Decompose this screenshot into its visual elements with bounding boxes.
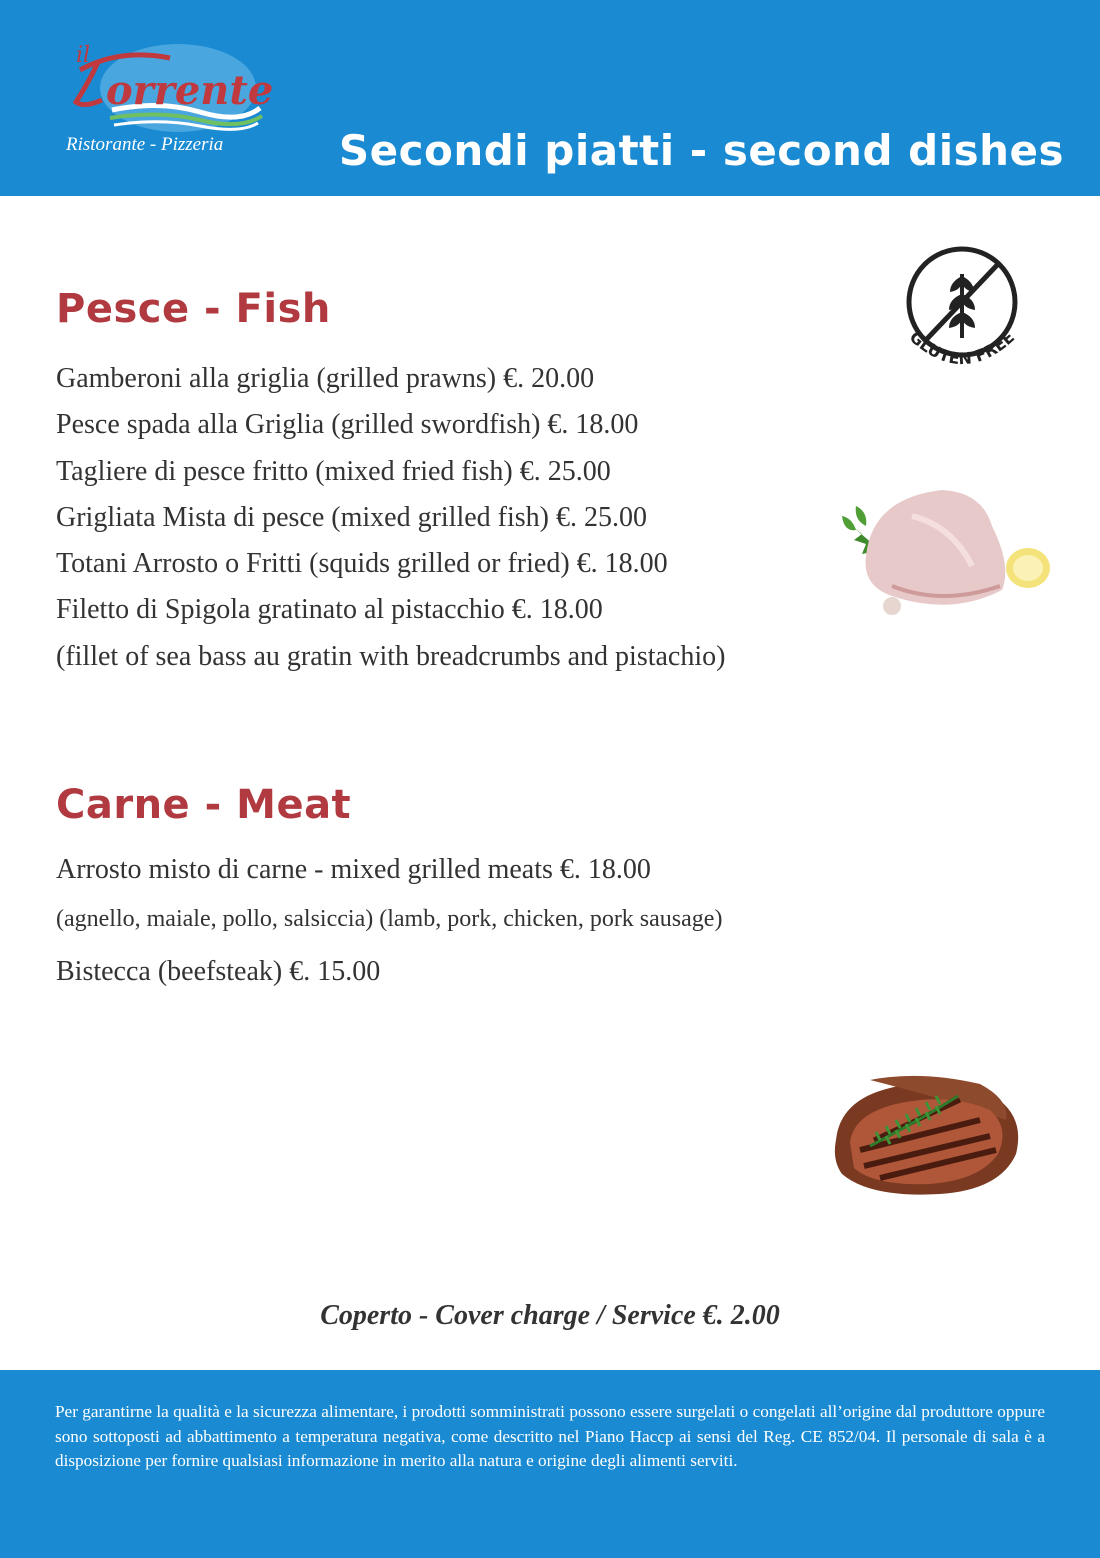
menu-item: Bistecca (beefsteak) €. 15.00 (56, 956, 381, 987)
food-safety-notice: Per garantirne la qualità e la sicurezza alimentare, i prodotti somministrati possono essere surgelati o congelati all’origine dal produttore oppure sono sottoposti ad abbattimento a temperatura negativa, come descritto nel Piano Haccp ai sensi del Reg. CE 852/04. Il personale di sala è a disposizione per fornire qualsiasi informazione in merito alla natura e origine degli alimenti serviti. (55, 1402, 1045, 1470)
menu-item: Gamberoni alla griglia (grilled prawns) €. 20.00 (56, 363, 595, 394)
menu-item: Grigliata Mista di pesce (mixed grilled fish) €. 25.00 (56, 501, 647, 533)
fish-menu-list (56, 364, 725, 688)
steak-image (830, 1070, 1030, 1206)
footer-banner (0, 1370, 1100, 1558)
page-title: Secondi piatti - second dishes (338, 126, 1064, 175)
menu-item-note: (fillet of sea bass au gratin with breadcrumbs and pistachio) (56, 640, 726, 672)
gluten-free-label: GLUTEN FREE (905, 327, 1019, 369)
gluten-free-badge (892, 246, 1032, 386)
logo-emblem (50, 30, 280, 140)
menu-item: Arrosto misto di carne - mixed grilled meats €. 18.00 (56, 854, 651, 885)
swordfish-image (832, 486, 1052, 626)
svg-text:orrente: orrente (106, 67, 274, 114)
header-banner (0, 0, 1100, 196)
fish-section-title: Pesce - Fish (56, 286, 331, 332)
menu-item: Tagliere di pesce fritto (mixed fried fish) €. 25.00 (56, 455, 611, 487)
menu-item-note: (agnello, maiale, pollo, salsiccia) (lamb, pork, chicken, pork sausage) (56, 906, 723, 932)
cover-charge: Coperto - Cover charge / Service €. 2.00 (320, 1300, 780, 1331)
menu-item: Totani Arrosto o Fritti (squids grilled or fried) €. 18.00 (56, 548, 668, 580)
restaurant-logo (50, 30, 280, 170)
menu-item: Filetto di Spigola gratinato al pistacchio €. 18.00 (56, 594, 603, 626)
meat-section-title: Carne - Meat (56, 782, 352, 828)
menu-item: Pesce spada alla Griglia (grilled swordfish) €. 18.00 (56, 409, 639, 441)
gluten-free-icon (892, 246, 1032, 386)
logo-subtitle: Ristorante - Pizzeria (66, 134, 224, 155)
svg-text:il: il (76, 43, 91, 68)
